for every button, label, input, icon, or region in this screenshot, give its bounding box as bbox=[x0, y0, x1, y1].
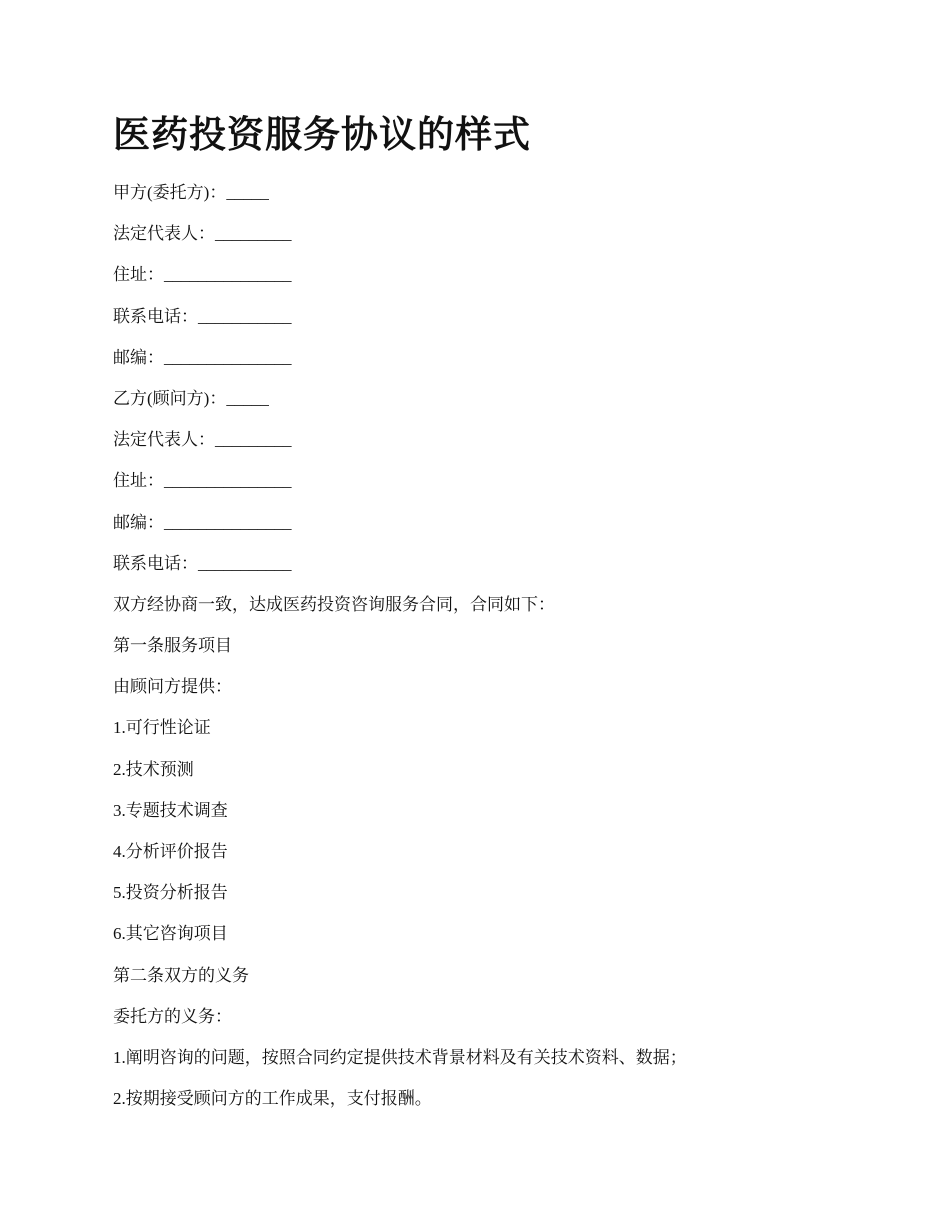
article-2-heading: 第二条双方的义务 bbox=[113, 965, 249, 985]
service-item: 4.分析评价报告 bbox=[113, 842, 228, 861]
party-a-representative-line: 法定代表人：_________ bbox=[113, 224, 292, 244]
service-item: 6.其它咨询项目 bbox=[113, 924, 228, 944]
article-1-heading: 第一条服务项目 bbox=[113, 636, 232, 656]
client-obligation-item: 1.阐明咨询的问题，按照合同约定提供技术背景材料及有关技术资料、数据； bbox=[113, 1047, 687, 1067]
party-a-postcode-line: 邮编：_______________ bbox=[113, 347, 292, 367]
client-obligation-item: 2.按期接受顾问方的工作成果，支付报酬。 bbox=[113, 1089, 432, 1109]
party-a-phone-line: 联系电话：___________ bbox=[113, 306, 292, 326]
party-b-line: 乙方(顾问方)：_____ bbox=[113, 388, 269, 408]
service-item: 5.投资分析报告 bbox=[113, 883, 228, 903]
party-a-line: 甲方(委托方)：_____ bbox=[113, 183, 269, 202]
article-1-intro: 由顾问方提供： bbox=[113, 677, 232, 697]
party-a-address-line: 住址：_______________ bbox=[113, 265, 292, 285]
party-b-phone-line: 联系电话：___________ bbox=[113, 553, 292, 573]
service-item: 3.专题技术调查 bbox=[113, 800, 228, 820]
service-item: 2.技术预测 bbox=[113, 759, 194, 779]
party-b-postcode-line: 邮编：_______________ bbox=[113, 512, 292, 532]
service-item: 1.可行性论证 bbox=[113, 718, 211, 738]
party-b-address-line: 住址：_______________ bbox=[113, 471, 292, 491]
agreement-intro-paragraph: 双方经协商一致，达成医药投资咨询服务合同，合同如下： bbox=[113, 594, 555, 614]
document-body bbox=[113, 176, 687, 1123]
document-title: 医药投资服务协议的样式 bbox=[113, 115, 531, 156]
party-b-representative-line: 法定代表人：_________ bbox=[113, 430, 292, 450]
client-obligations-heading: 委托方的义务： bbox=[113, 1006, 232, 1026]
